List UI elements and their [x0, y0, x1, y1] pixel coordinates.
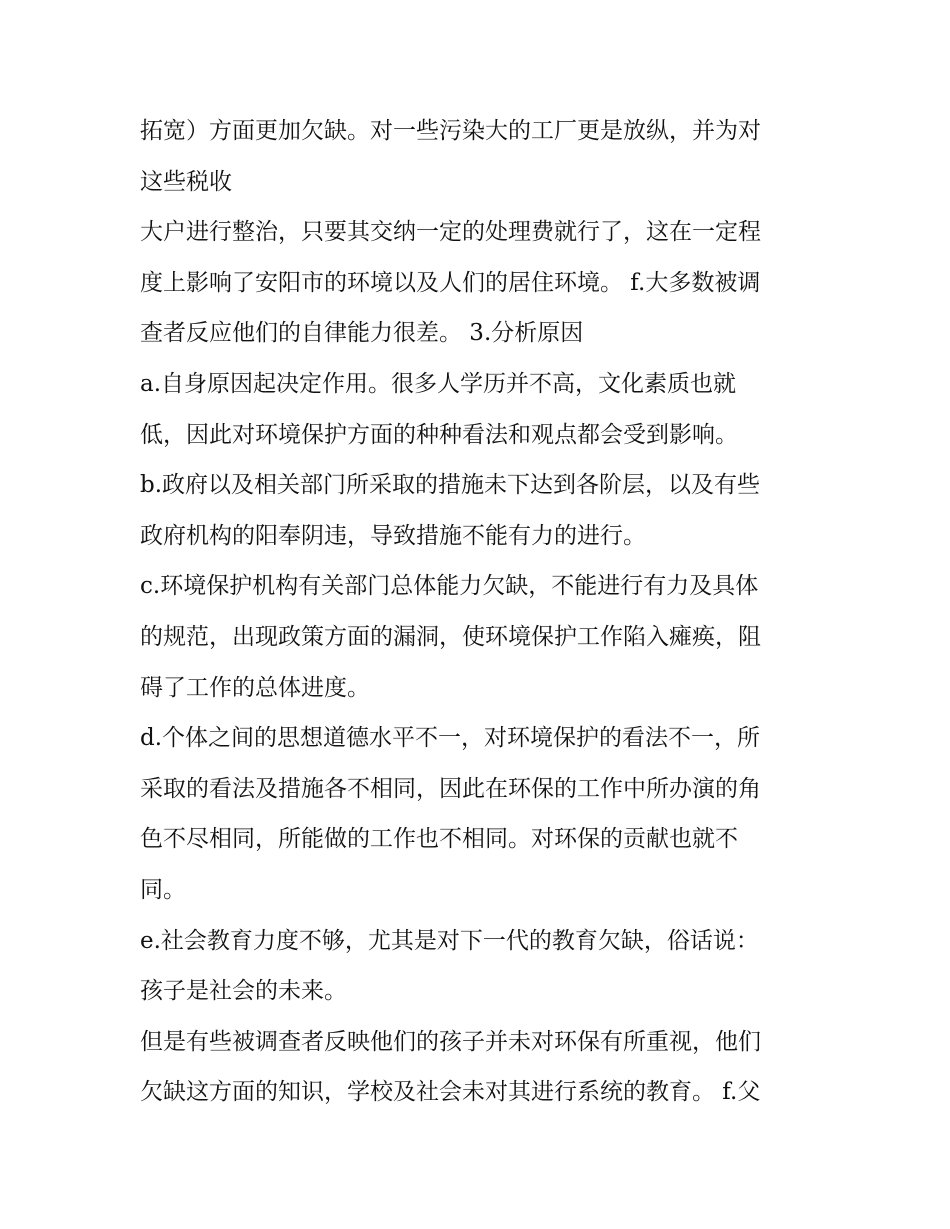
- text-line: 但是有些被调查者反映他们的孩子并未对环保有所重视，他们: [140, 1028, 761, 1055]
- text-line: b.政府以及相关部门所采取的措施未下达到各阶层，以及有些: [140, 472, 761, 499]
- text-line: 大户进行整治，只要其交纳一定的处理费就行了，这在一定程: [140, 219, 761, 246]
- text-line: 碍了工作的总体进度。: [140, 674, 370, 701]
- document-body: [140, 106, 820, 1118]
- text-line: a.自身原因起决定作用。很多人学历并不高，文化素质也就: [140, 370, 737, 397]
- text-line: 拓宽）方面更加欠缺。对一些污染大的工厂更是放纵，并为对: [140, 118, 761, 144]
- text-line: 孩子是社会的未来。: [140, 978, 347, 1005]
- text-line: 色不尽相同，所能做的工作也不相同。对环保的贡献也就不: [140, 826, 738, 853]
- text-line: c.环境保护机构有关部门总体能力欠缺，不能进行有力及具体: [140, 573, 759, 600]
- text-line: d.个体之间的思想道德水平不一，对环境保护的看法不一，所: [140, 725, 761, 752]
- text-line: 这些税收: [140, 168, 232, 195]
- text-line: 的规范，出现政策方面的漏洞，使环境保护工作陷入瘫痪，阻: [140, 623, 761, 650]
- text-line: 查者反应他们的自律能力很差。 3.分析原因: [140, 320, 584, 347]
- text-line: 欠缺这方面的知识，学校及社会未对其进行系统的教育。 f.父: [140, 1079, 761, 1106]
- text-line: 同。: [140, 876, 186, 903]
- text-line: 低，因此对环境保护方面的种种看法和观点都会受到影响。: [140, 421, 738, 448]
- text-line: 度上影响了安阳市的环境以及人们的居住环境。 f.大多数被调: [140, 269, 761, 296]
- text-line: 采取的看法及措施各不相同，因此在环保的工作中所办演的角: [140, 775, 761, 802]
- text-line: 政府机构的阳奉阴违，导致措施不能有力的进行。: [140, 522, 646, 549]
- text-line: e.社会教育力度不够，尤其是对下一代的教育欠缺，俗话说：: [140, 927, 759, 954]
